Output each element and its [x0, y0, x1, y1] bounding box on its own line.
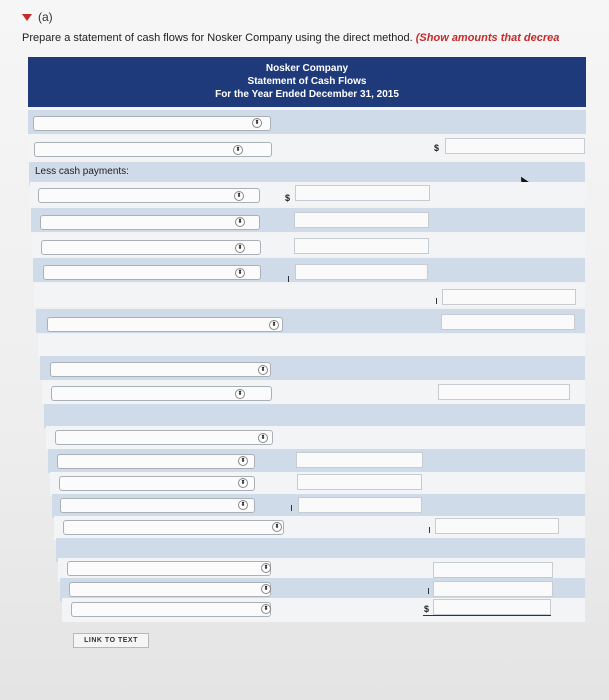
- part-a-toggle[interactable]: [22, 10, 53, 24]
- company-name: Nosker Company: [265, 63, 349, 74]
- total-tick: [291, 505, 292, 511]
- total-tick: [429, 527, 430, 533]
- instruction-note: (Show amounts that decrea: [415, 32, 560, 44]
- instruction: [22, 32, 559, 44]
- amount-input[interactable]: [294, 212, 429, 228]
- select-arrows-icon: ⬍: [258, 433, 268, 443]
- select-arrows-icon: ⬍: [233, 145, 243, 155]
- less-cash-payments-label: Less cash payments:: [35, 166, 129, 177]
- amount-input[interactable]: [438, 384, 570, 400]
- line-item-select[interactable]: [43, 265, 261, 280]
- line-item-select[interactable]: [41, 240, 261, 255]
- statement-period: For the Year Ended December 31, 2015: [215, 89, 399, 100]
- amount-input[interactable]: [435, 518, 559, 534]
- amount-input[interactable]: [296, 452, 423, 468]
- line-item-select[interactable]: [59, 476, 255, 491]
- instruction-text: Prepare a statement of cash flows for Nosker Company using the direct method.: [22, 32, 413, 44]
- amount-input[interactable]: [442, 289, 576, 305]
- line-item-select[interactable]: [71, 602, 271, 617]
- select-arrows-icon: ⬍: [234, 191, 244, 201]
- dollar-sign: $: [434, 143, 440, 153]
- amount-input[interactable]: [433, 562, 553, 578]
- dollar-sign: $: [424, 604, 430, 614]
- select-arrows-icon: ⬍: [238, 456, 248, 466]
- link-to-text-button[interactable]: LINK TO TEXT: [73, 633, 149, 648]
- select-arrows-icon: ⬍: [261, 584, 271, 594]
- amount-input[interactable]: [441, 314, 575, 330]
- amount-input[interactable]: [295, 264, 428, 280]
- select-arrows-icon: ⬍: [261, 604, 271, 614]
- select-arrows-icon: ⬍: [258, 365, 268, 375]
- line-item-select[interactable]: [33, 116, 271, 131]
- amount-input[interactable]: [297, 474, 422, 490]
- total-underline: [423, 615, 551, 616]
- amount-input[interactable]: [433, 581, 553, 597]
- select-arrows-icon: ⬍: [235, 243, 245, 253]
- select-arrows-icon: ⬍: [261, 563, 271, 573]
- total-tick: [288, 276, 289, 282]
- line-item-select[interactable]: [69, 582, 271, 597]
- select-arrows-icon: ⬍: [235, 268, 245, 278]
- amount-input[interactable]: [445, 138, 585, 154]
- line-item-select[interactable]: [67, 561, 271, 576]
- line-item-select[interactable]: [57, 454, 255, 469]
- collapse-triangle-icon: [22, 14, 32, 21]
- line-item-select[interactable]: [40, 215, 260, 230]
- select-arrows-icon: ⬍: [269, 320, 279, 330]
- total-tick: [428, 588, 429, 594]
- amount-input[interactable]: [433, 599, 551, 615]
- select-arrows-icon: ⬍: [235, 389, 245, 399]
- amount-input[interactable]: [295, 185, 430, 201]
- line-item-select[interactable]: [38, 188, 260, 203]
- statement-header: [28, 57, 586, 107]
- select-arrows-icon: ⬍: [238, 478, 248, 488]
- statement-row: [44, 404, 585, 428]
- total-tick: [436, 298, 437, 304]
- line-item-select[interactable]: [47, 317, 283, 332]
- select-arrows-icon: ⬍: [272, 522, 282, 532]
- part-label: (a): [38, 10, 53, 24]
- amount-input[interactable]: [298, 497, 422, 513]
- amount-input[interactable]: [294, 238, 429, 254]
- dollar-sign: $: [285, 193, 291, 203]
- select-arrows-icon: ⬍: [252, 118, 262, 128]
- statement-title: Statement of Cash Flows: [247, 76, 367, 87]
- line-item-select[interactable]: [60, 498, 255, 513]
- select-arrows-icon: ⬍: [235, 217, 245, 227]
- statement-row: [38, 334, 585, 358]
- line-item-select[interactable]: [55, 430, 273, 445]
- line-item-select[interactable]: [63, 520, 284, 535]
- line-item-select[interactable]: [50, 362, 271, 377]
- select-arrows-icon: ⬍: [238, 500, 248, 510]
